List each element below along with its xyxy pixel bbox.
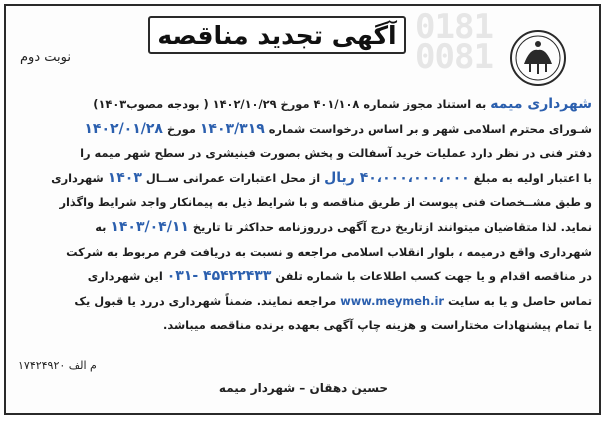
org-name: شهرداری میمه <box>490 96 592 112</box>
website-link[interactable]: www.meymeh.ir <box>340 293 444 308</box>
body-text: به استناد مجوز شماره ۴۰۱/۱۰۸ مورخ ۱۴۰۲/۱۰/۲۹ ( بودجه مصوب۱۴۰۳) <box>93 97 491 111</box>
request-number: ۱۴۰۳/۳۱۹ <box>199 120 265 137</box>
body-line-6 <box>12 215 592 240</box>
body-text: مراجعه نمایند. ضمناً شهرداری دررد یا قبول یک <box>74 293 341 308</box>
body-line-10: یا تمام پیشنهادات مختاراست و هزینه چاپ آگهی بعهده برنده مناقصه میباشد. <box>163 318 592 333</box>
body-line-4 <box>12 166 592 191</box>
budget-amount: ۴۰،۰۰۰،۰۰۰،۰۰۰ ریال <box>324 169 470 186</box>
body-line-2 <box>12 117 592 142</box>
body-line-7: شهرداری واقع درمیمه ، بلوار انقلاب اسلامی مراجعه و نسبت به دریافت فرم مربوط به شرکت <box>66 244 592 259</box>
round-label: نوبت دوم <box>20 50 71 65</box>
budget-year: ۱۴۰۳ <box>107 169 142 186</box>
watermark-digits: 0181 0081 <box>415 7 493 77</box>
phone-number: ۴۵۴۲۲۴۳۳ -۰۳۱ <box>166 268 272 285</box>
body-line-3: دفتر فنی در نظر دارد عملیات خرید آسفالت و پخش بصورت فینیشری در سطح شهر میمه را <box>80 146 592 161</box>
request-date: ۱۴۰۲/۰۱/۲۸ <box>84 120 163 137</box>
signature: حسین دهقان – شهردار میمه <box>218 381 389 395</box>
body-text: نماید. لذا متقاضیان میتوانند ازتاریخ درج آگهی درروزنامه حداکثر تا تاریخ <box>188 219 592 234</box>
body-text: در مناقصه اقدام و یا جهت کسب اطلاعات با شماره تلفن <box>271 269 592 284</box>
body-text: تماس حاصل و یا به سایت <box>444 293 592 308</box>
body-text: شـورای محترم اسلامی شهر و بر اساس درخواست شماره <box>264 121 592 136</box>
title-box <box>148 16 406 54</box>
body-text: شهرداری <box>51 170 108 185</box>
body-text: این شهرداری <box>87 269 167 284</box>
body-line-9 <box>12 289 592 314</box>
notice-body <box>12 92 592 338</box>
reference-number: م الف ۱۷۴۲۴۹۲۰ <box>18 359 97 372</box>
body-text: با اعتبار اولیه به مبلغ <box>469 170 592 185</box>
body-text: به <box>95 219 111 234</box>
body-text: مورخ <box>162 121 200 136</box>
body-line-8 <box>12 264 592 289</box>
notice-title: آگهی تجدید مناقصه <box>157 20 397 50</box>
body-text: از محل اعتبارات عمرانی ســال <box>141 170 325 185</box>
municipality-emblem-icon <box>508 28 568 88</box>
body-line-1 <box>12 92 592 117</box>
deadline-date: ۱۴۰۳/۰۴/۱۱ <box>110 218 189 235</box>
body-line-5: و طبق مشــخصات فنی پیوست از طریق مناقصه و با شرایط ذیل به پیمانکار واجد شرایط واگذار <box>59 195 592 210</box>
